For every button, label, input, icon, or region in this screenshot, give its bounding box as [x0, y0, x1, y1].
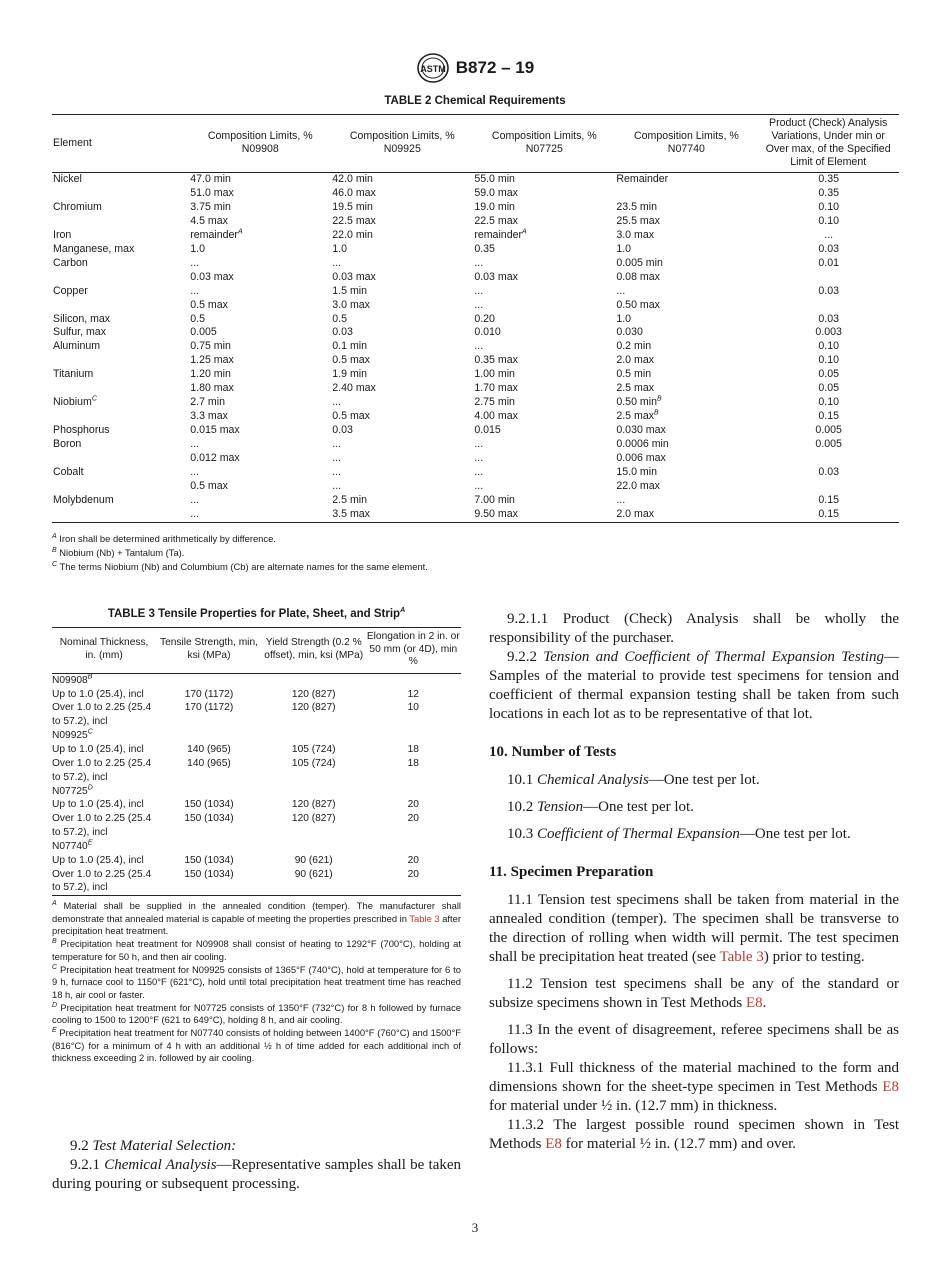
table2-header: Composition Limits, % N09925 — [349, 130, 455, 155]
table2-cell: ... — [474, 452, 484, 465]
table2-cell: ... — [332, 466, 342, 479]
table2-cell: 0.030 — [616, 326, 643, 339]
table2-cell: 0.50 max — [616, 298, 660, 311]
table3-footnote: $^E$ Precipitation heat treatment for N07740 consists of holding between 1400°F (760°C) and 1500°F (816°C) for a minimum of 4 h with an additional ½ h of time added for each additional inch of thickness exceeding 2 in. followed by air cooling. — [52, 1026, 461, 1064]
table3-cell: Over 1.0 to 2.25 (25.4 to 57.2), incl — [52, 868, 152, 894]
alloy-designation: $N07725^D$ — [52, 784, 93, 797]
table2-cell: 0.005 — [815, 424, 842, 437]
logo-text: ASTM — [420, 64, 446, 74]
table3-cell: 120 (827) — [291, 799, 336, 811]
table2-cell: ... — [474, 479, 484, 492]
table3-cell: 18 — [407, 757, 419, 769]
table2-cell: 51.0 max — [190, 186, 234, 199]
table2-row — [52, 201, 899, 215]
table2-row — [52, 494, 899, 508]
table2-cell: 0.03 max — [474, 270, 518, 283]
table2-cell: 3.3 max — [190, 410, 228, 423]
table2-cell: ... — [824, 228, 834, 241]
table2-cell: 0.03 — [818, 466, 839, 479]
table3-cell: 150 (1034) — [184, 813, 234, 825]
table2-footnotes — [52, 532, 899, 574]
table2-row — [52, 340, 899, 354]
table3-cell: 12 — [407, 688, 419, 700]
table2-row — [52, 508, 899, 522]
table2-cell: 0.10 — [818, 340, 839, 353]
table3-alloy-row — [52, 673, 461, 687]
table2-row — [52, 452, 899, 466]
table2-cell: 22.5 max — [474, 214, 518, 227]
table2-cell: remainder$^A$ — [474, 228, 527, 241]
table3-cell: Over 1.0 to 2.25 (25.4 to 57.2), incl — [52, 702, 152, 728]
table2-cell: Aluminum — [53, 340, 101, 353]
table2-cell: 0.10 — [818, 214, 839, 227]
table2-cell: Silicon, max — [53, 312, 111, 325]
table2-cell: Iron — [53, 228, 72, 241]
table3-row — [52, 868, 461, 896]
table2-cell: 0.35 — [818, 186, 839, 199]
table2-cell: ... — [474, 466, 484, 479]
table2-cell: 0.03 — [818, 242, 839, 255]
paragraph-10-3: 10.3 Coefficient of Thermal Expansion—One test per lot. — [507, 826, 851, 842]
table2-cell — [615, 187, 757, 201]
section-11-heading: 11. Specimen Preparation — [489, 864, 654, 880]
table3-cell: 105 (724) — [291, 744, 336, 755]
table2-cell: 0.2 min — [616, 340, 652, 353]
table2-cell: 59.0 max — [474, 186, 518, 199]
table3-cell: 105 (724) — [291, 757, 336, 769]
table2-cell: 4.00 max — [474, 410, 518, 423]
table2-cell: Nickel — [53, 173, 82, 185]
table2-row — [52, 326, 899, 340]
table2-cell: 0.5 min — [616, 368, 652, 381]
table2-cell: 3.0 max — [332, 298, 370, 311]
table2-cell: 23.5 min — [616, 200, 657, 213]
table2-cell: 19.5 min — [332, 200, 373, 213]
table2-row — [52, 285, 899, 299]
table2-row — [52, 382, 899, 396]
alloy-designation: $N07740^E$ — [52, 839, 93, 852]
table3-cell: 120 (827) — [291, 813, 336, 825]
table2-cell: 2.7 min — [190, 396, 225, 409]
table3-footnote: $^D$ Precipitation heat treatment for N07725 consists of 1350°F (732°C) for 8 h followed by furnace cooling to 1500 to 1200°F (621 to 649°C), holding 8 h, and air cooling. — [52, 1001, 461, 1026]
table2-cell: 25.5 max — [616, 214, 660, 227]
table3-row — [52, 701, 461, 729]
table2-cell: 0.75 min — [190, 340, 231, 353]
table2-title: TABLE 2 Chemical Requirements — [384, 95, 566, 107]
table2-cell: 55.0 min — [474, 173, 515, 185]
table2-cell: 0.003 — [815, 326, 842, 339]
table3-header: Elongation in 2 in. or 50 mm (or 4D), min % — [366, 631, 460, 668]
table3-alloy-row — [52, 785, 461, 799]
table2-cell: 0.015 max — [190, 424, 240, 437]
table2-cell: 1.00 min — [474, 368, 515, 381]
table2-cell: 0.005 — [815, 438, 842, 451]
table2-row — [52, 438, 899, 452]
table2-header: Composition Limits, % N07725 — [491, 130, 597, 155]
table2-cell — [52, 382, 189, 396]
table2-cell: Boron — [53, 438, 82, 451]
table2-cell: 47.0 min — [190, 173, 231, 185]
table2-cell: Sulfur, max — [53, 326, 106, 339]
table3-header: Nominal Thickness, in. (mm) — [59, 637, 149, 661]
table3-cell: 20 — [407, 854, 419, 866]
table3-cell: 150 (1034) — [184, 799, 234, 811]
table3-cell: 20 — [407, 813, 419, 825]
table2-cell: 0.15 — [818, 507, 839, 520]
paragraph-9-2-1-1: 9.2.1.1 Product (Check) Analysis shall be wholly the responsibility of the purchaser. — [489, 611, 899, 646]
table2-cell — [757, 299, 899, 313]
table2-cell: 0.15 — [818, 410, 839, 423]
table2-cell: 22.5 max — [332, 214, 376, 227]
table2-header: Composition Limits, % N09908 — [207, 130, 313, 155]
table2-row — [52, 299, 899, 313]
table2-row — [52, 410, 899, 424]
table2-row — [52, 480, 899, 494]
table2-cell: remainder$^A$ — [190, 228, 243, 241]
table2-cell: 0.35 — [474, 242, 495, 255]
table2-footnote: $^A$ Iron shall be determined arithmetically by difference. — [52, 532, 276, 544]
table2-cell: 15.0 min — [616, 466, 657, 479]
table2-cell — [52, 215, 189, 229]
table3-link[interactable]: Table 3 — [719, 949, 764, 965]
paragraph-11-1: 11.1 Tension test specimens shall be taken from material in the annealed condition (temper). The specimen shall be transverse to the direction of rolling when width will permit. The test specimen shall be precipitation heat treated (see Table 3) prior to testing. — [489, 892, 899, 965]
table2-cell: 0.03 — [332, 424, 353, 437]
table2-footnote: $^C$ The terms Niobium (Nb) and Columbium (Cb) are alternate names for the same element. — [52, 560, 428, 572]
table2-cell: ... — [190, 256, 200, 269]
table2-cell: 42.0 min — [332, 173, 373, 185]
table2-cell: 1.0 — [616, 242, 632, 255]
table2-cell: 2.40 max — [332, 382, 376, 395]
table3-cell: 150 (1034) — [184, 854, 234, 866]
table3-row — [52, 812, 461, 840]
table2-body — [52, 173, 899, 523]
table2-cell: ... — [474, 340, 484, 353]
table2-cell: 2.75 min — [474, 396, 515, 409]
table2-cell: 2.0 max — [616, 507, 655, 520]
paragraph-9-2: 9.2 Test Material Selection: — [70, 1138, 237, 1154]
table3-row — [52, 854, 461, 868]
table2-cell — [52, 354, 189, 368]
table2-cell: Chromium — [53, 200, 102, 213]
table2-cell — [52, 187, 189, 201]
e8-link[interactable]: E8 — [882, 1079, 899, 1095]
table3-cell: Over 1.0 to 2.25 (25.4 to 57.2), incl — [52, 813, 152, 839]
alloy-designation: $N09908^B$ — [52, 673, 93, 686]
table2-cell: Manganese, max — [53, 242, 135, 255]
table2-cell: ... — [616, 493, 626, 506]
table2-cell: Copper — [53, 284, 88, 297]
table2-cell: 0.03 — [332, 326, 353, 339]
table3-cell: 120 (827) — [291, 688, 336, 700]
table2-row — [52, 187, 899, 201]
table2-cell: 7.00 min — [474, 493, 515, 506]
table2-cell: 0.35 — [818, 173, 839, 185]
table2-cell: 0.03 — [818, 312, 839, 325]
table2-cell: 0.5 max — [190, 298, 228, 311]
table2-row — [52, 229, 899, 243]
table2-cell: ... — [616, 284, 626, 297]
table3-footnote: $^A$ Material shall be supplied in the annealed condition (temper). The manufacturer shall demonstrate that annealed material is capable of meeting the properties prescribed in Table 3 after precipitation heat treatment. — [52, 899, 462, 937]
table2-cell — [757, 452, 899, 466]
table2-cell — [757, 480, 899, 494]
table3-cell: 90 (621) — [294, 868, 333, 880]
paragraph-11-3: 11.3 In the event of disagreement, referee specimens shall be as follows: — [489, 1022, 899, 1057]
table3-cell: 170 (1172) — [184, 702, 234, 714]
table2-cell — [52, 271, 189, 285]
table2-row — [52, 466, 899, 480]
table2-header-row — [52, 115, 899, 173]
table3-cell: Up to 1.0 (25.4), incl — [52, 854, 144, 866]
table2-cell: 2.5 $\max^B$ — [616, 409, 659, 423]
table2-cell: 3.5 max — [332, 507, 370, 520]
table3-cell: 170 (1172) — [184, 688, 234, 700]
table2-cell — [52, 480, 189, 494]
table2-cell: 0.05 — [818, 382, 839, 395]
table2-cell: 2.5 min — [332, 493, 368, 506]
table2-cell: ... — [190, 507, 200, 520]
table2-cell: 0.5 — [190, 312, 205, 325]
table2-cell: 0.35 max — [474, 354, 518, 367]
table2-row — [52, 173, 899, 187]
table2-header: Composition Limits, % N07740 — [633, 130, 739, 155]
table3-body — [52, 673, 461, 896]
table2-row — [52, 243, 899, 257]
table3-cell: Up to 1.0 (25.4), incl — [52, 799, 144, 811]
table3-alloy-row — [52, 729, 461, 743]
table3-cell: 20 — [407, 868, 419, 880]
table2-cell: 0.10 — [818, 396, 839, 409]
table2-cell: 0.5 max — [190, 479, 228, 492]
table2-cell: 3.75 min — [190, 200, 231, 213]
table2-cell: 0.03 max — [190, 270, 234, 283]
table2-row — [52, 424, 899, 438]
table2-cell: 0.5 max — [332, 354, 370, 367]
table2-cell: 0.005 — [190, 326, 217, 339]
table3-row — [52, 743, 461, 757]
table2-cell — [52, 508, 189, 522]
table2-cell: Cobalt — [53, 466, 84, 479]
astm-logo-icon — [416, 52, 450, 84]
table3-header-row — [52, 628, 461, 674]
table3-alloy-row — [52, 840, 461, 854]
table2-cell: ... — [332, 396, 342, 409]
table2-cell: 0.012 max — [190, 452, 240, 465]
table3-row — [52, 757, 461, 785]
table2-cell: 0.5 — [332, 312, 348, 325]
table2-cell: ... — [190, 438, 200, 451]
table2-row — [52, 215, 899, 229]
table3-cell: 140 (965) — [187, 757, 231, 769]
document-code: B872 – 19 — [455, 58, 535, 77]
table2-cell: 0.03 — [818, 284, 839, 297]
table2-cell: 1.9 min — [332, 368, 368, 381]
table2-row — [52, 271, 899, 285]
table2-cell: Molybdenum — [53, 493, 114, 506]
table2-cell: 46.0 max — [332, 186, 376, 199]
table2-cell: 0.030 max — [616, 424, 666, 437]
paragraph-10-2: 10.2 Tension—One test per lot. — [507, 799, 694, 815]
table2-cell: 0.10 — [818, 200, 839, 213]
table3-cell: Up to 1.0 (25.4), incl — [52, 744, 144, 755]
table2-row — [52, 354, 899, 368]
table2-header: Element — [53, 136, 92, 149]
paragraph-9-2-1: 9.2.1 Chemical Analysis—Representative samples shall be taken during pouring or subsequent processing. — [52, 1157, 462, 1192]
table2-cell: 2.0 max — [616, 354, 655, 367]
table2-cell: ... — [474, 438, 484, 451]
table2-cell: 0.01 — [818, 256, 839, 269]
table2-cell: ... — [332, 452, 342, 465]
table2-cell: 1.0 — [332, 242, 348, 255]
table3-cell: 20 — [407, 799, 419, 811]
table3-cell: Up to 1.0 (25.4), incl — [52, 688, 144, 700]
table2-cell: 0.03 max — [332, 270, 376, 283]
table2-cell: ... — [332, 479, 342, 492]
table2-cell: 0.006 max — [616, 452, 666, 465]
table3-cell: 120 (827) — [291, 702, 336, 714]
table2-cell: ... — [332, 256, 342, 269]
table2-cell: 22.0 max — [616, 479, 660, 492]
table2-cell: 0.05 — [818, 368, 839, 381]
table2-cell: 0.50 $\min^B$ — [616, 395, 662, 409]
table3-link[interactable]: Table 3 — [409, 912, 440, 924]
table2-cell: 0.010 — [474, 326, 501, 339]
table2-cell: 1.20 min — [190, 368, 231, 381]
table3-row — [52, 688, 461, 702]
table2-cell: 1.80 max — [190, 382, 234, 395]
tensile-properties-table — [52, 627, 461, 896]
table2-cell: 0.005 min — [616, 256, 663, 269]
table2-row — [52, 396, 899, 410]
table2-row — [52, 368, 899, 382]
page-number: 3 — [471, 1220, 479, 1235]
e8-link[interactable]: E8 — [746, 995, 763, 1011]
right-column — [489, 610, 899, 1154]
table2-cell: 0.015 — [474, 424, 501, 437]
section-10-heading: 10. Number of Tests — [489, 744, 617, 760]
table3-footnotes — [52, 900, 461, 1065]
table3-header: Tensile Strength, min, ksi (MPa) — [159, 637, 258, 661]
table2-cell — [52, 410, 189, 424]
table2-cell: 1.25 max — [190, 354, 234, 367]
table3-row — [52, 798, 461, 812]
table3-cell: 150 (1034) — [184, 868, 234, 880]
section-9-2 — [52, 1137, 461, 1194]
paragraph-11-2: 11.2 Tension test specimens shall be any of the standard or subsize specimens shown in Test Methods E8. — [489, 976, 899, 1011]
table2-cell: ... — [190, 466, 200, 479]
table2-cell: 0.20 — [474, 312, 495, 325]
table2-cell: 0.08 max — [616, 270, 660, 283]
table2-cell: Carbon — [53, 256, 88, 269]
table2-cell: 0.10 — [818, 354, 839, 367]
table2-header: Product (Check) Analysis Variations, Under min or Over max, of the Specified Limit of Element — [765, 117, 891, 168]
table2-cell — [757, 271, 899, 285]
chemical-requirements-table — [52, 114, 899, 523]
table2-cell: ... — [474, 284, 484, 297]
table3-footnote: $^C$ Precipitation heat treatment for N09925 consists of 1365°F (740°C), hold at temperature for 6 to 9 h, furnace cool to 1150°F (621°C), hold until total precipitation heat treatment time has reached 18 h, air cool or faster. — [52, 963, 461, 1000]
table2-cell: Titanium — [53, 368, 94, 381]
table3-footnote: $^B$ Precipitation heat treatment for N09908 shall consist of heating to 1292°F (700°C), holding at temperature for 50 h, and then air cooling. — [52, 937, 462, 962]
table3-cell: 90 (621) — [294, 854, 333, 866]
table2-cell: 0.15 — [818, 493, 839, 506]
table2-cell: 3.0 max — [616, 228, 655, 241]
table3-cell: 10 — [407, 702, 419, 714]
table2-footnote: $^B$ Niobium (Nb) + Tantalum (Ta). — [52, 546, 185, 558]
table3-title: TABLE 3 Tensile Properties for Plate, Sheet, and Strip$^A$ — [107, 607, 406, 620]
table2-row — [52, 313, 899, 327]
table2-cell: 1.0 — [616, 312, 632, 325]
table3-cell: 140 (965) — [187, 744, 231, 755]
table2-cell: 1.0 — [190, 242, 205, 255]
table2-cell: 22.0 min — [332, 228, 373, 241]
table2-cell: ... — [332, 438, 342, 451]
e8-link[interactable]: E8 — [545, 1136, 562, 1152]
table2-cell: 2.5 max — [616, 382, 655, 395]
table2-cell: ... — [474, 298, 484, 311]
table2-cell: ... — [190, 284, 200, 297]
table2-cell: 0.0006 min — [616, 438, 669, 451]
paragraph-11-3-2: 11.3.2 The largest possible round specimen shown in Test Methods E8 for material ½ in. (12.7 mm) and over. — [489, 1117, 899, 1152]
table2-cell — [52, 299, 189, 313]
table2-row — [52, 257, 899, 271]
document-header — [0, 52, 950, 84]
paragraph-11-3-1: 11.3.1 Full thickness of the material machined to the form and dimensions shown for the sheet-type specimen in Test Methods E8 for material under ½ in. (12.7 mm) in thickness. — [489, 1060, 899, 1114]
paragraph-10-1: 10.1 Chemical Analysis—One test per lot. — [507, 772, 760, 788]
table2-cell: Phosphorus — [53, 424, 110, 437]
alloy-designation: $N09925^C$ — [52, 728, 93, 742]
table2-cell: Remainder — [616, 173, 669, 185]
table2-cell: 19.0 min — [474, 200, 515, 213]
table3-cell: Over 1.0 to 2.25 (25.4 to 57.2), incl — [52, 757, 152, 783]
table2-cell: 4.5 max — [190, 214, 228, 227]
table2-cell: 0.5 max — [332, 410, 370, 423]
table2-cell: 1.5 min — [332, 284, 368, 297]
table2-cell — [52, 452, 189, 466]
table2-cell: 1.70 max — [474, 382, 518, 395]
table2-cell: 9.50 max — [474, 507, 518, 520]
table2-cell: 0.1 min — [332, 340, 368, 353]
paragraph-9-2-2: 9.2.2 Tension and Coefficient of Thermal Expansion Testing—Samples of the material to provide test specimens for tension and coefficient of thermal expansion testing shall be taken from such locations in each lot as to be representative of that lot. — [489, 649, 899, 722]
table2-cell: ... — [474, 256, 484, 269]
table3-cell: 18 — [407, 744, 419, 755]
table2-cell: Niobium$^C$ — [53, 395, 97, 409]
table2-cell: ... — [190, 493, 200, 506]
table3-header: Yield Strength (0.2 % offset), min, ksi (MPa) — [264, 637, 364, 661]
